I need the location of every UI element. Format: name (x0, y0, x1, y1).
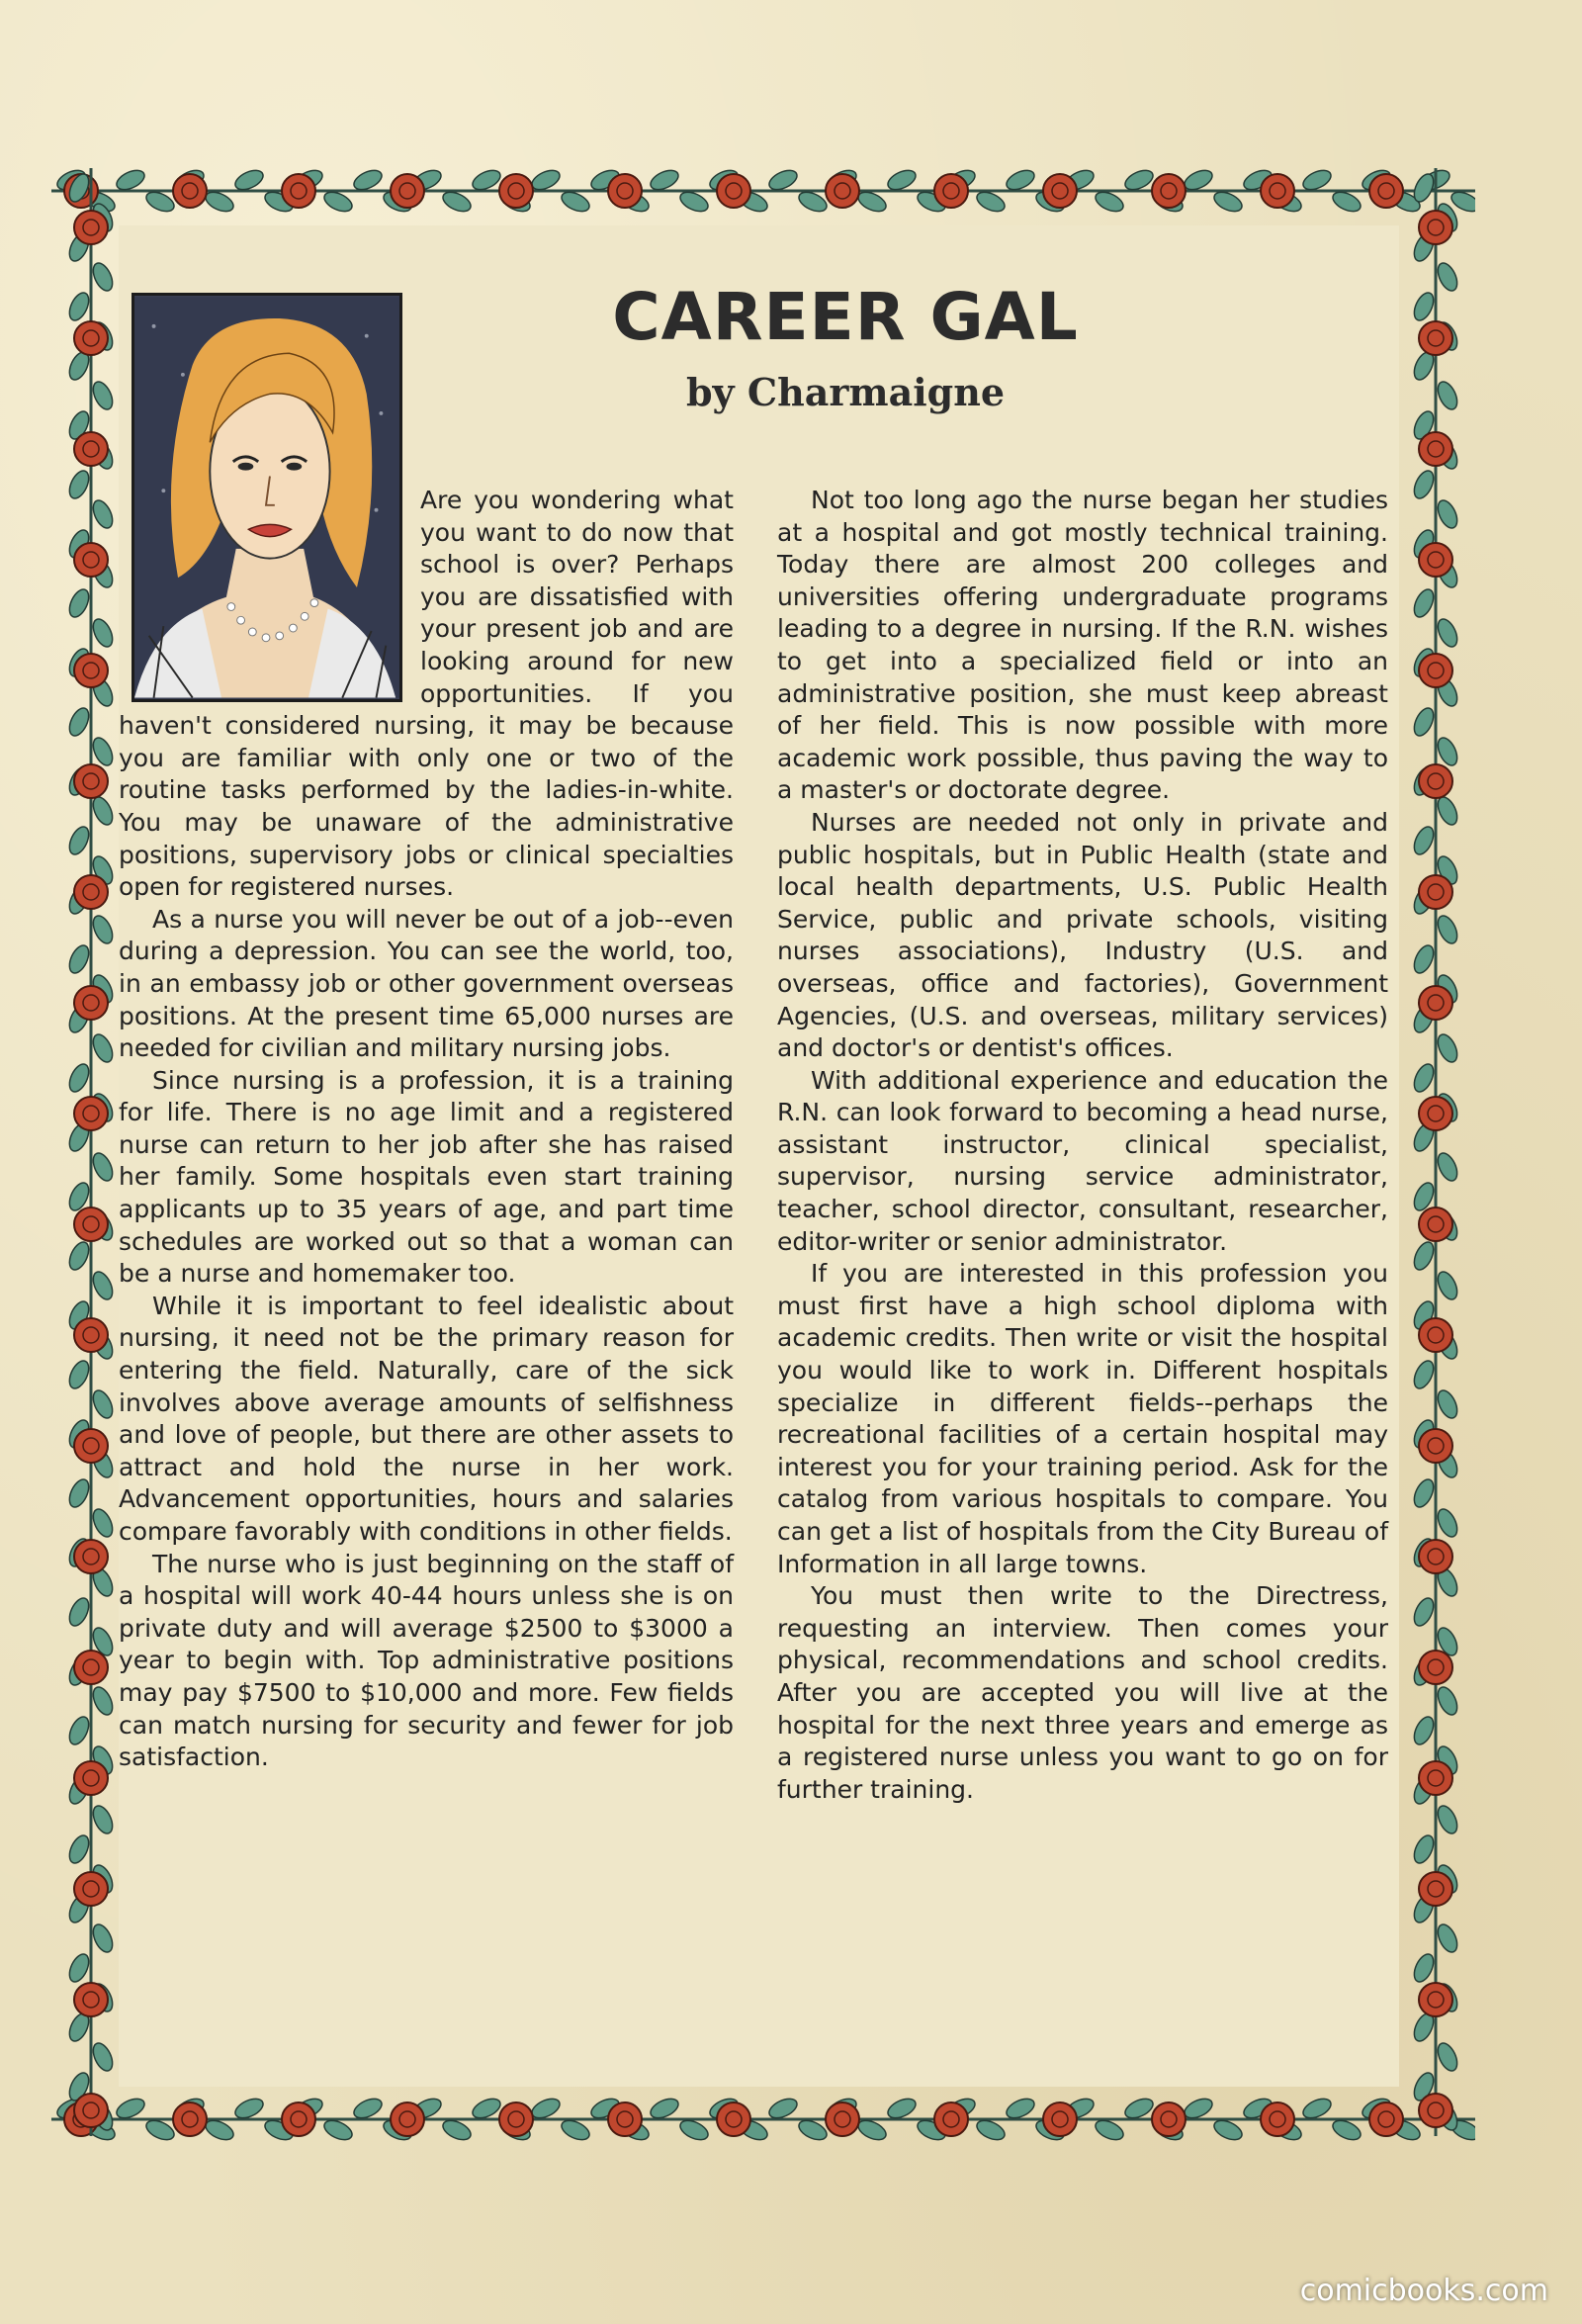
article-column-left (119, 485, 734, 1774)
paragraph: As a nurse you will never be out of a job--even during a depression. You can see the world, too, in an embassy job or other government overseas positions. At the present time 65,000 nurses are needed for civilian and military nursing jobs. (119, 904, 734, 1063)
paragraph: You must then write to the Directress, requesting an interview. Then comes your physical, recommendations and school credits. After you are accepted you will live at the hospital for the next three years and emerge as a registered nurse unless you want to go on for further training. (777, 1581, 1388, 1804)
paragraph: Not too long ago the nurse began her studies at a hospital and got mostly technical training. Today there are almost 200 colleges and universities offering undergraduate programs leading to a degree in nursing. If the R.N. wishes to get into a specialized field or into an administrative position, she must keep abreast of her field. This is now possible with more academic work possible, thus paving the way to a master's or doctorate degree. (777, 486, 1388, 805)
paragraph: With additional experience and education the R.N. can look forward to becoming a head nurse, assistant instructor, clinical specialist, supervisor, nursing service administrator, teacher, school director, consultant, researcher, editor-writer or senior administrator. (777, 1065, 1388, 1256)
article-column-right (777, 485, 1388, 1806)
vine-border-right (1396, 168, 1475, 2136)
article-byline: by Charmaigne (685, 370, 1006, 414)
paragraph: Since nursing is a profession, it is a training for life. There is no age limit and a registered nurse can return to her job after she has raised her family. Some hospitals even start training applicants up to 35 years of age, and part time schedules are worked out so that a woman can be a nurse and homemaker too. (119, 1065, 734, 1289)
article-title: CAREER GAL (612, 279, 1079, 355)
vine-border-top (51, 156, 1475, 225)
vine-border-bottom (51, 2085, 1475, 2154)
paragraph: Are you wondering what you want to do now that school is over? Perhaps you are dissatisfied with your present job and are looking around for new opportunities. If you haven't considered nursing, it may be because you are familiar with only one or two of the routine tasks performed by the ladies-in-white. You may be unaware of the administrative positions, supervisory jobs or clinical specialties open for registered nurses. (119, 486, 734, 902)
paragraph: While it is important to feel idealistic about nursing, it need not be the primary reason for entering the field. Naturally, care of the sick involves above average amounts of selfishness and love of people, but there are other assets to attract and hold the nurse in her work. Advancement opportunities, hours and salaries compare favorably with conditions in other fields. (119, 1291, 734, 1546)
paragraph: Nurses are needed not only in private and public hospitals, but in Public Health (state and local health departments, U.S. Public Health Service, public and private schools, visiting nurses associations), Industry (U.S. and overseas, office and factories), Government Agencies, (U.S. and overseas, military services) and doctor's or dentist's offices. (777, 807, 1388, 1063)
paragraph: The nurse who is just beginning on the staff of a hospital will work 40-44 hours unless she is on private duty and will average $2500 to $3000 a year to begin with. Top administrative positions may pay $7500 to $10,000 and more. Few fields can match nursing for security and fewer for job satisfaction. (119, 1549, 734, 1772)
paragraph: If you are interested in this profession you must first have a high school diploma with academic credits. Then write or visit the hospital you would like to work in. Different hospitals specialize in different fields--perhaps the recreational facilities of a certain hospital may interest you for your training period. Ask for the catalog from various hospitals to compare. You can get a list of hospitals from the City Bureau of Information in all large towns. (777, 1259, 1388, 1578)
portrait-wrap-spacer (119, 485, 420, 704)
site-watermark: comicbooks.com (1299, 2274, 1548, 2308)
